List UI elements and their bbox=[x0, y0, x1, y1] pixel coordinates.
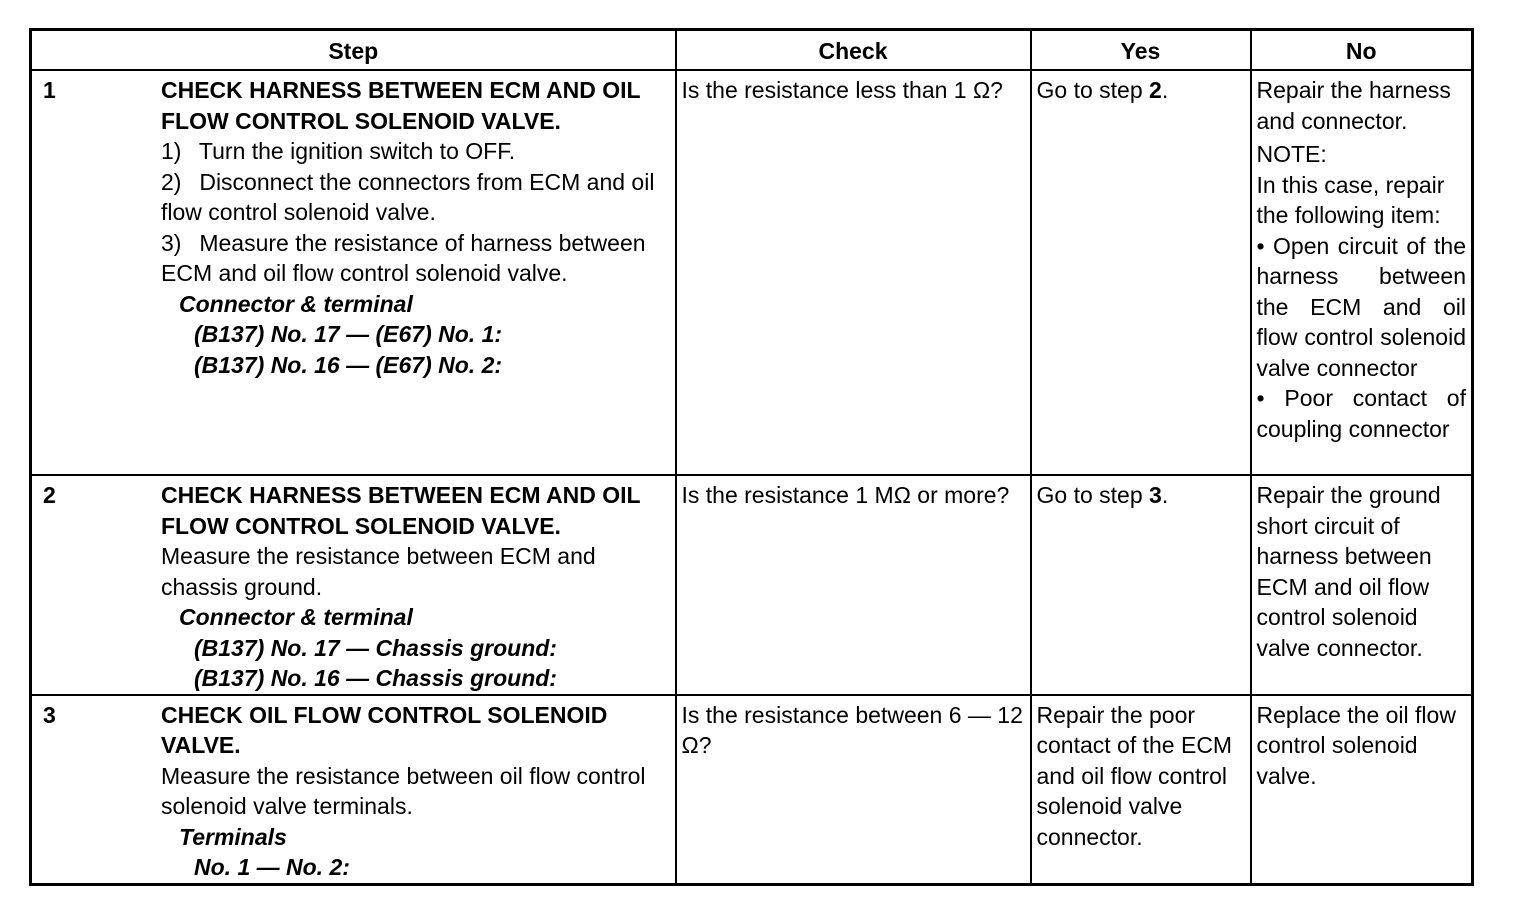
yes-step-link: 2 bbox=[1149, 77, 1162, 103]
header-step: Step bbox=[31, 30, 676, 71]
note-label: NOTE: bbox=[1256, 141, 1327, 167]
table-row bbox=[31, 475, 1473, 695]
step-title: CHECK HARNESS BETWEEN ECM AND OIL FLOW CONTROL SOLENOID VALVE. bbox=[161, 77, 641, 134]
step-instruction: Measure the resistance between oil flow control solenoid valve terminals. bbox=[161, 762, 646, 819]
no-cell bbox=[1251, 70, 1473, 475]
check-question: Is the resistance between 6 — 12 Ω? bbox=[681, 701, 1023, 758]
step-number: 1 bbox=[43, 77, 56, 103]
terminal-pair: (B137) No. 17 — Chassis ground: bbox=[194, 634, 557, 661]
yes-action bbox=[1037, 476, 1245, 511]
step-instruction: 2) Disconnect the connectors from ECM and oil flow control solenoid valve. bbox=[161, 168, 655, 225]
diagnostic-table bbox=[29, 28, 1474, 886]
no-cell bbox=[1251, 475, 1473, 695]
table-row bbox=[31, 695, 1473, 885]
no-action: Repair the harness and connector. bbox=[1256, 77, 1451, 134]
yes-cell bbox=[1031, 475, 1251, 695]
step-instruction: 3) Measure the resistance of harness between ECM and oil flow control solenoid valve. bbox=[161, 229, 646, 286]
note-intro: In this case, repair the following item: bbox=[1256, 171, 1445, 228]
step-title: CHECK OIL FLOW CONTROL SOLENOID VALVE. bbox=[161, 701, 608, 758]
yes-cell bbox=[1031, 695, 1251, 885]
yes-prefix: Go to step bbox=[1036, 482, 1150, 508]
note-item: • Poor contact of coupling connector bbox=[1256, 385, 1466, 442]
terminal-pair: (B137) No. 17 — (E67) No. 1: bbox=[194, 321, 503, 347]
terminal-label: Connector & terminal bbox=[179, 604, 413, 630]
yes-action: Repair the poor contact of the ECM and oil flow control solenoid valve connector. bbox=[1036, 701, 1233, 850]
terminal-pair: (B137) No. 16 — Chassis ground: bbox=[194, 665, 557, 691]
check-cell bbox=[676, 695, 1031, 885]
terminal-pair: (B137) No. 16 — (E67) No. 2: bbox=[194, 351, 503, 378]
step-instruction: 1) Turn the ignition switch to OFF. bbox=[161, 138, 516, 164]
step-cell bbox=[31, 475, 676, 695]
header-check: Check bbox=[676, 30, 1031, 71]
step-number: 3 bbox=[43, 701, 56, 728]
terminal-pair: No. 1 — No. 2: bbox=[194, 854, 350, 880]
yes-suffix: . bbox=[1161, 482, 1169, 508]
header-no: No bbox=[1251, 30, 1473, 71]
no-cell bbox=[1251, 695, 1473, 885]
yes-step-link: 3 bbox=[1149, 482, 1162, 508]
step-title: CHECK HARNESS BETWEEN ECM AND OIL FLOW CONTROL SOLENOID VALVE. bbox=[161, 482, 641, 539]
check-cell bbox=[676, 70, 1031, 475]
terminal-label: Connector & terminal bbox=[179, 290, 413, 317]
header-row bbox=[31, 30, 1473, 71]
note-item: • Open circuit of the harness between the ECM and oil flow control solenoid valve connector bbox=[1256, 232, 1466, 381]
yes-action bbox=[1037, 71, 1245, 106]
check-question: Is the resistance less than 1 Ω? bbox=[681, 77, 1003, 103]
step-instruction: Measure the resistance between ECM and chassis ground. bbox=[161, 543, 596, 600]
no-action: Repair the ground short circuit of harness between ECM and oil flow control solenoid valve connector. bbox=[1256, 482, 1441, 661]
no-action: Replace the oil flow control solenoid valve. bbox=[1256, 701, 1456, 789]
check-cell bbox=[676, 475, 1031, 695]
yes-prefix: Go to step bbox=[1036, 77, 1150, 103]
table-row bbox=[31, 70, 1473, 475]
step-number: 2 bbox=[43, 482, 56, 508]
yes-cell bbox=[1031, 70, 1251, 475]
yes-suffix: . bbox=[1161, 77, 1169, 103]
check-question: Is the resistance 1 MΩ or more? bbox=[681, 482, 1010, 508]
terminal-label: Terminals bbox=[179, 823, 287, 850]
header-yes: Yes bbox=[1031, 30, 1251, 71]
step-cell bbox=[31, 695, 676, 885]
step-cell bbox=[31, 70, 676, 475]
